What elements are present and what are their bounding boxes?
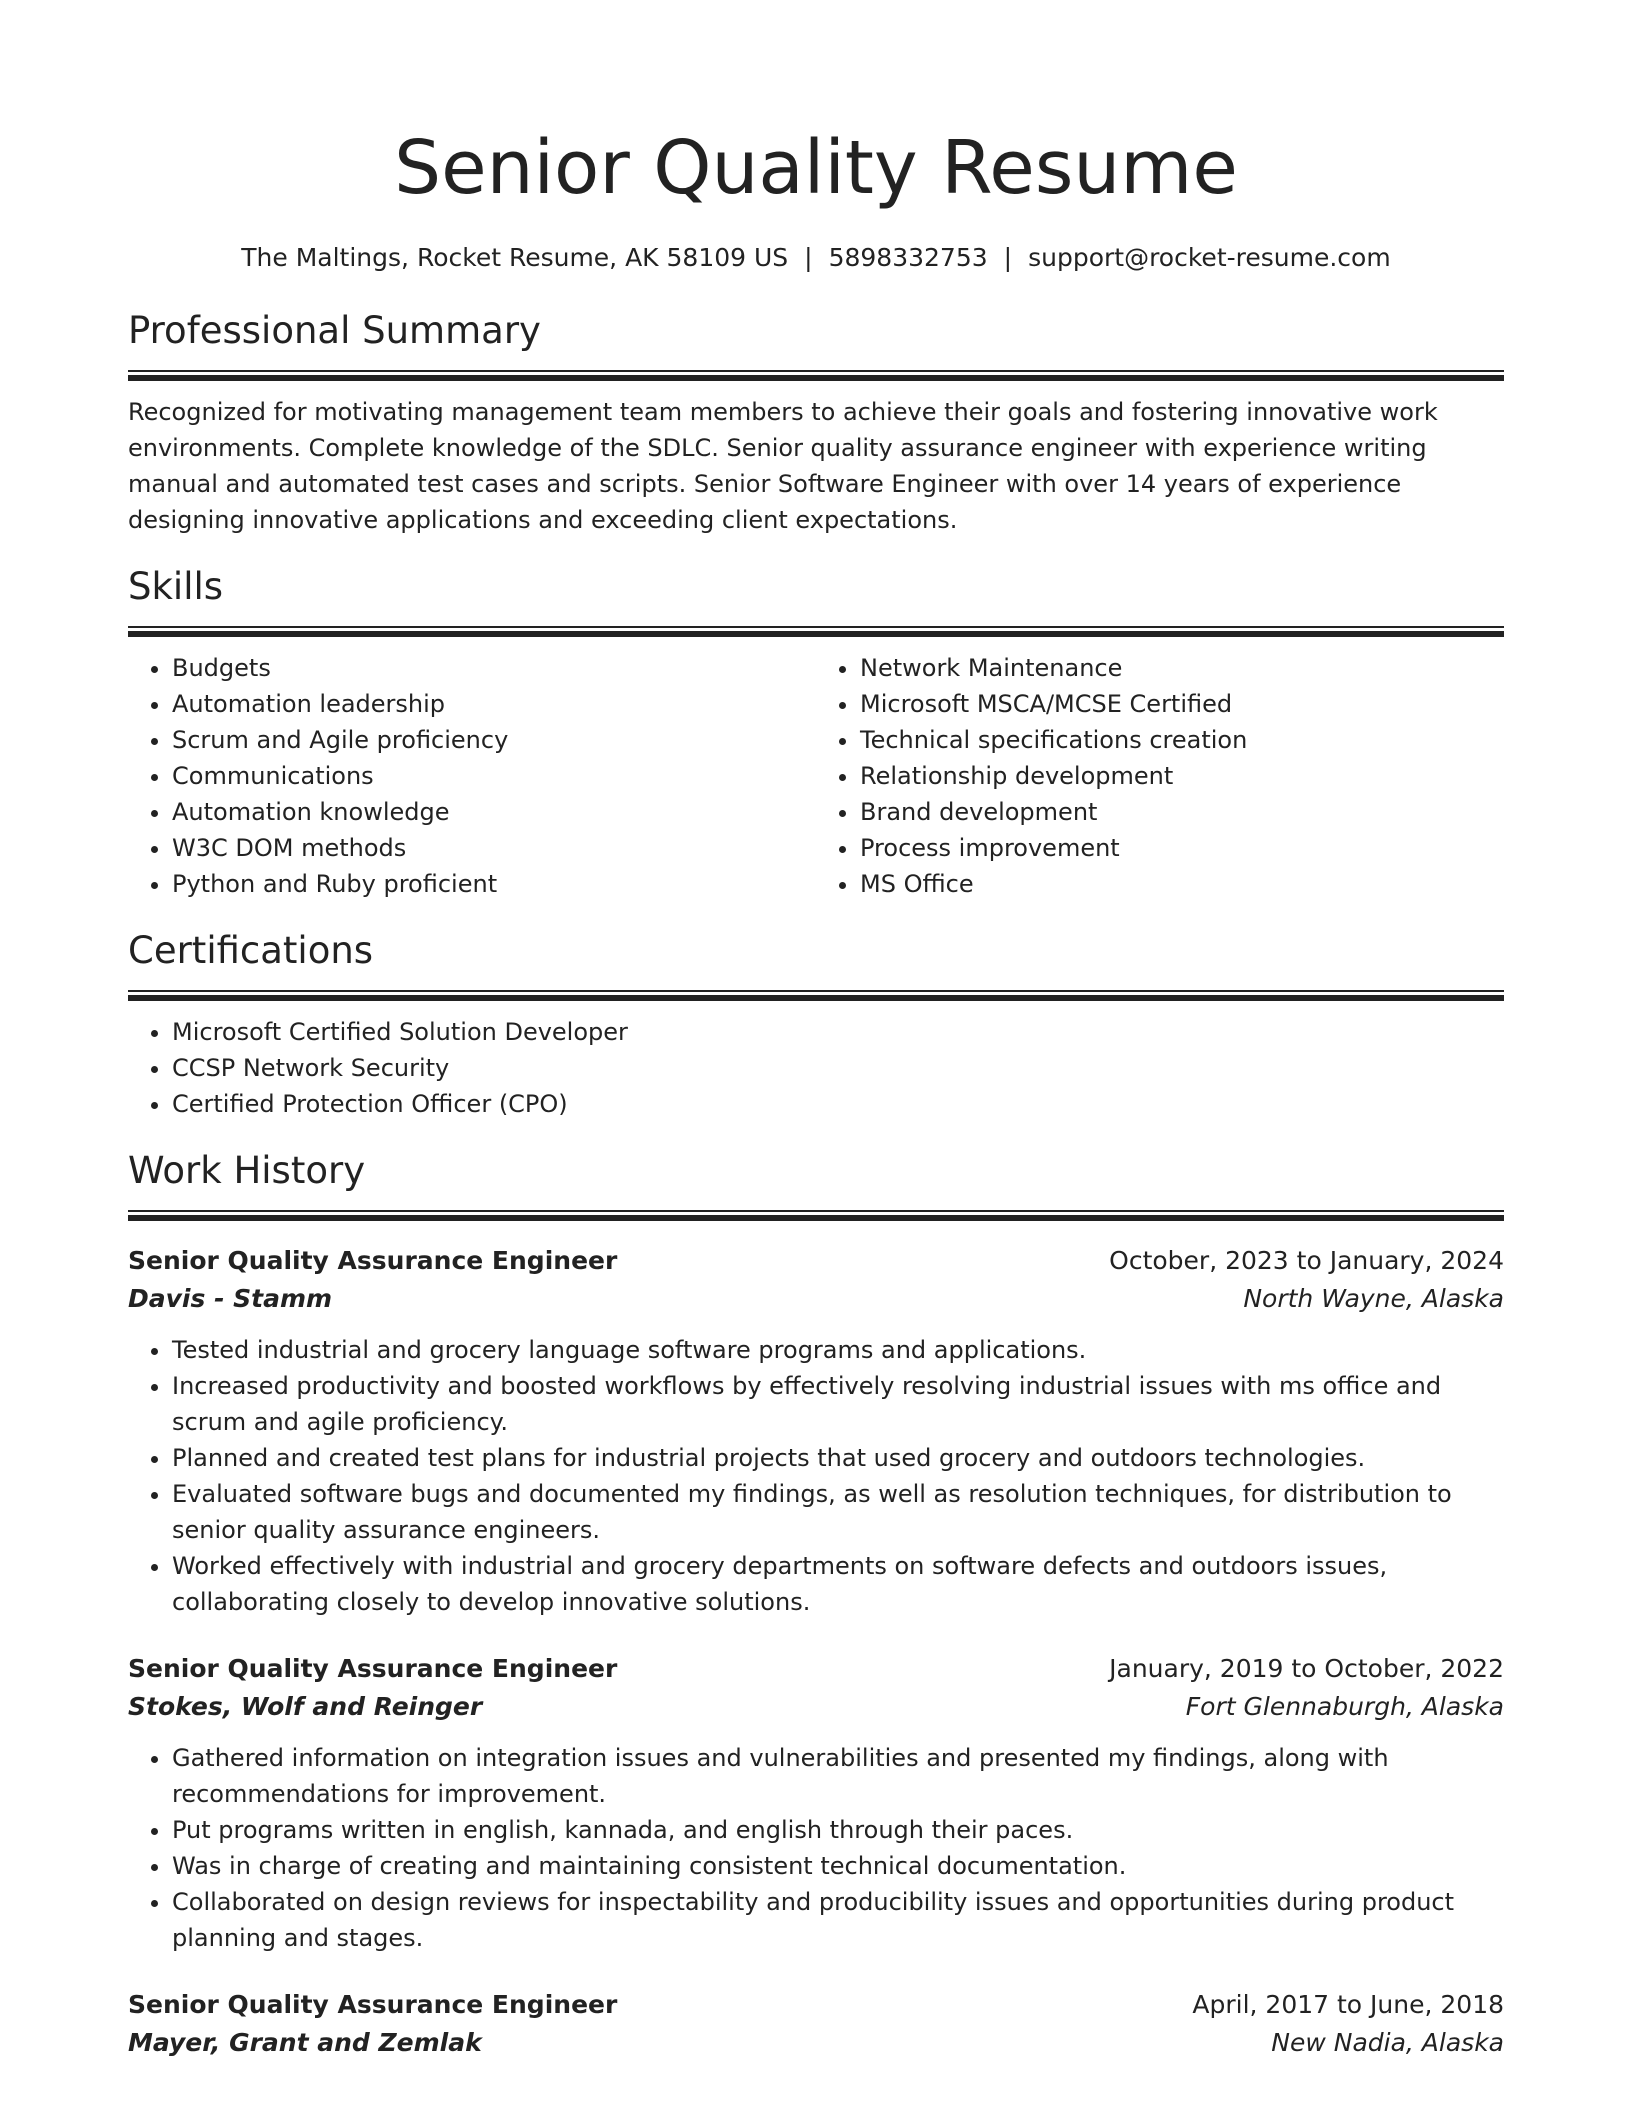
job-subheader-row — [128, 1280, 1504, 1318]
job-entry — [128, 1242, 1504, 1620]
skill-item: • Brand development — [860, 794, 1504, 830]
job-bullet: • Collaborated on design reviews for inspectability and producibility issues and opportunities during product planning and stages. — [172, 1884, 1504, 1956]
summary-text: Recognized for motivating management team members to achieve their goals and fostering innovative work environments. Complete knowledge of the SDLC. Senior quality assurance engineer with experience writing manual and automated test cases and scripts. Senior Software Engineer with over 14 years of experience designing innovative applications and exceeding client expectations. — [128, 398, 1438, 534]
contact-line — [128, 240, 1504, 276]
work-history-section — [128, 1146, 1504, 2062]
skill-item: • Relationship development — [860, 758, 1504, 794]
section-title-skills: Skills — [128, 565, 224, 608]
job-entry — [128, 1986, 1504, 2062]
job-bullet: • Put programs written in english, kannada, and english through their paces. — [172, 1812, 1504, 1848]
skill-item: • Python and Ruby proficient — [172, 866, 816, 902]
job-company: Mayer, Grant and Zemlak — [128, 2028, 482, 2057]
certification-item: • Microsoft Certified Solution Developer — [172, 1014, 1504, 1050]
summary-section — [128, 306, 1504, 538]
skill-item: • Automation leadership — [172, 686, 816, 722]
resume-name: Senior Quality Resume — [394, 125, 1238, 211]
job-bullet: • Worked effectively with industrial and grocery departments on software defects and outdoors issues, collaborating closely to develop innovative solutions. — [172, 1548, 1504, 1620]
job-subheader-row — [128, 1688, 1504, 1726]
job-dates: April, 2017 to June, 2018 — [1192, 1990, 1504, 2019]
skill-item: • Network Maintenance — [860, 650, 1504, 686]
job-title: Senior Quality Assurance Engineer — [128, 1246, 618, 1275]
job-title: Senior Quality Assurance Engineer — [128, 1990, 618, 2019]
skill-item: • Automation knowledge — [172, 794, 816, 830]
job-dates: January, 2019 to October, 2022 — [1109, 1654, 1504, 1683]
job-bullets — [128, 1740, 1504, 1956]
job-location: New Nadia, Alaska — [1271, 2028, 1504, 2057]
job-company: Davis - Stamm — [128, 1284, 333, 1313]
job-dates: October, 2023 to January, 2024 — [1109, 1246, 1504, 1275]
skill-item: • Scrum and Agile proficiency — [172, 722, 816, 758]
job-bullet: • Planned and created test plans for industrial projects that used grocery and outdoors technologies. — [172, 1440, 1504, 1476]
contact-separator: | — [1003, 243, 1013, 272]
skill-item: • Technical specifications creation — [860, 722, 1504, 758]
skill-item: • W3C DOM methods — [172, 830, 816, 866]
contact-phone: 5898332753 — [828, 243, 988, 272]
certifications-section — [128, 926, 1504, 1122]
skill-item: • Budgets — [172, 650, 816, 686]
job-bullets — [128, 1332, 1504, 1620]
job-subheader-row — [128, 2024, 1504, 2062]
section-divider — [128, 990, 1504, 1000]
section-title-work-history: Work History — [128, 1149, 366, 1192]
job-title: Senior Quality Assurance Engineer — [128, 1654, 618, 1683]
job-bullet: • Evaluated software bugs and documented my findings, as well as resolution techniques, for distribution to senior quality assurance engineers. — [172, 1476, 1504, 1548]
job-bullet: • Gathered information on integration issues and vulnerabilities and presented my findings, along with recommendations for improvement. — [172, 1740, 1504, 1812]
skills-columns — [128, 650, 1504, 902]
job-header-row — [128, 1986, 1504, 2024]
section-title-certifications: Certifications — [128, 929, 374, 972]
skill-item: • MS Office — [860, 866, 1504, 902]
section-divider — [128, 370, 1504, 380]
contact-address: The Maltings, Rocket Resume, AK 58109 US — [241, 243, 789, 272]
contact-email: support@rocket-resume.com — [1028, 243, 1391, 272]
certifications-list — [128, 1014, 1504, 1122]
job-company: Stokes, Wolf and Reinger — [128, 1692, 483, 1721]
job-header-row — [128, 1650, 1504, 1688]
certification-item: • CCSP Network Security — [172, 1050, 1504, 1086]
section-divider — [128, 1210, 1504, 1220]
job-location: Fort Glennaburgh, Alaska — [1185, 1692, 1504, 1721]
contact-separator: | — [804, 243, 813, 272]
skill-item: • Communications — [172, 758, 816, 794]
skills-section — [128, 562, 1504, 902]
skills-list-right — [816, 650, 1504, 902]
job-location: North Wayne, Alaska — [1243, 1284, 1504, 1313]
section-title-summary: Professional Summary — [128, 309, 541, 352]
job-bullet: • Increased productivity and boosted workflows by effectively resolving industrial issues with ms office and scrum and agile proficiency. — [172, 1368, 1504, 1440]
skill-item: • Process improvement — [860, 830, 1504, 866]
certification-item: • Certified Protection Officer (CPO) — [172, 1086, 1504, 1122]
job-bullet: • Tested industrial and grocery language software programs and applications. — [172, 1332, 1504, 1368]
job-bullet: • Was in charge of creating and maintaining consistent technical documentation. — [172, 1848, 1504, 1884]
skill-item: • Microsoft MSCA/MCSE Certified — [860, 686, 1504, 722]
skills-list-left — [128, 650, 816, 902]
section-divider — [128, 626, 1504, 636]
job-header-row — [128, 1242, 1504, 1280]
job-entry — [128, 1650, 1504, 1956]
